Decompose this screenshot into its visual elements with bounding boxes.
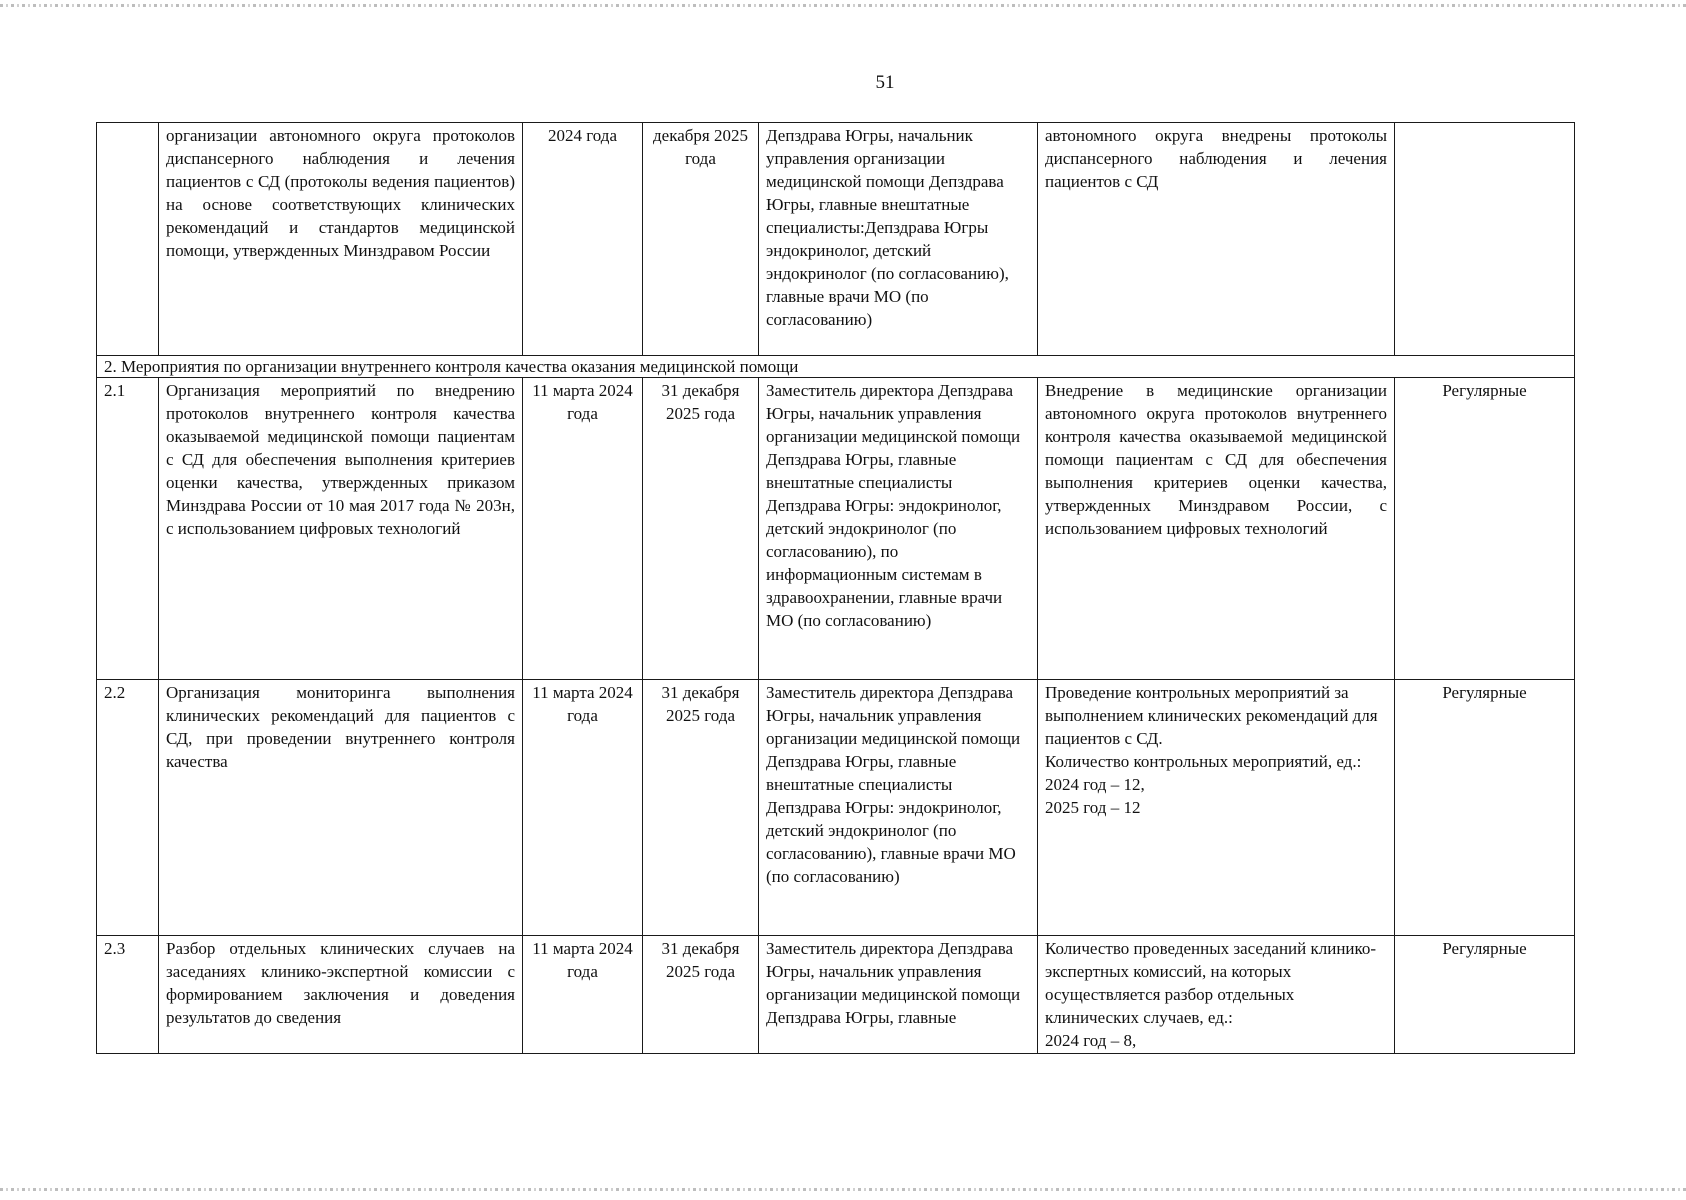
- page-number: 51: [875, 72, 895, 93]
- row-number: [97, 123, 159, 356]
- responsible-cell: Заместитель директора Депздрава Югры, начальник управления организации медицинской помощи Депздрава Югры, главные: [759, 936, 1038, 1054]
- result-cell: автономного округа внедрены протоколы диспансерного наблюдения и лечения пациентов с СД: [1038, 123, 1395, 356]
- result-line: Количество проведенных заседаний клинико-экспертных комиссий, на которых осуществляется разбор отдельных клинических случаев, ед.:: [1045, 939, 1377, 1027]
- table-row: [97, 378, 1575, 680]
- responsible-cell: Заместитель директора Депздрава Югры, начальник управления организации медицинской помощи Депздрава Югры, главные внештатные специалисты Депздрава Югры: эндокринолог, детский эндокринолог (по согласованию), главные врачи МО (по согласованию): [759, 680, 1038, 936]
- end-date-cell: 31 декабря 2025 года: [643, 680, 759, 936]
- start-date-cell: 11 марта 2024 года: [523, 680, 643, 936]
- end-date-cell: 31 декабря 2025 года: [643, 936, 759, 1054]
- activity-cell: Организация мониторинга выполнения клинических рекомендаций для пациентов с СД, при проведении внутреннего контроля качества: [159, 680, 523, 936]
- character-cell: Регулярные: [1395, 680, 1575, 936]
- responsible-cell: Заместитель директора Депздрава Югры, начальник управления организации медицинской помощи Депздрава Югры, главные внештатные специалисты Депздрава Югры: эндокринолог, детский эндокринолог (по согласованию), по информационным системам в здравоохранении, главные врачи МО (по согласованию): [759, 378, 1038, 680]
- result-cell: Внедрение в медицинские организации автономного округа протоколов внутреннего контроля качества оказываемой медицинской помощи пациентам с СД для обеспечения выполнения критериев оценки качества, утвержденных Минздравом России, с использованием цифровых технологий: [1038, 378, 1395, 680]
- scan-edge-top: [0, 4, 1686, 7]
- end-date-cell: декабря 2025 года: [643, 123, 759, 356]
- table-row: [97, 936, 1575, 1054]
- result-line: 2024 год – 12,: [1045, 775, 1145, 794]
- section-header-row: [97, 356, 1575, 378]
- table-row: [97, 680, 1575, 936]
- table-row: [97, 123, 1575, 356]
- row-number: 2.1: [97, 378, 159, 680]
- start-date-cell: 2024 года: [523, 123, 643, 356]
- plan-table: [96, 122, 1575, 1054]
- activity-cell: Организация мероприятий по внедрению протоколов внутреннего контроля качества оказываемой медицинской помощи пациентам с СД для обеспечения выполнения критериев оценки качества, утвержденных приказом Минздрава России от 10 мая 2017 года № 203н, с использованием цифровых технологий: [159, 378, 523, 680]
- start-date-cell: 11 марта 2024 года: [523, 936, 643, 1054]
- result-line: 2024 год – 8,: [1045, 1031, 1137, 1050]
- character-cell: [1395, 123, 1575, 356]
- section-title: 2. Мероприятия по организации внутреннего контроля качества оказания медицинской помощи: [97, 356, 1575, 378]
- activity-cell: организации автономного округа протоколов диспансерного наблюдения и лечения пациентов с СД (протоколы ведения пациентов) на основе соответствующих клинических рекомендаций и стандартов медицинской помощи, утвержденных Минздравом России: [159, 123, 523, 356]
- character-cell: Регулярные: [1395, 378, 1575, 680]
- result-cell: [1038, 936, 1395, 1054]
- character-cell: Регулярные: [1395, 936, 1575, 1054]
- result-line: 2025 год – 12: [1045, 798, 1141, 817]
- result-line: Проведение контрольных мероприятий за выполнением клинических рекомендаций для пациентов с СД.: [1045, 683, 1378, 748]
- activity-cell: Разбор отдельных клинических случаев на заседаниях клинико-экспертной комиссии с формированием заключения и доведения результатов до сведения: [159, 936, 523, 1054]
- scan-edge-bottom: [0, 1188, 1686, 1191]
- row-number: 2.3: [97, 936, 159, 1054]
- result-cell: [1038, 680, 1395, 936]
- end-date-cell: 31 декабря 2025 года: [643, 378, 759, 680]
- row-number: 2.2: [97, 680, 159, 936]
- start-date-cell: 11 марта 2024 года: [523, 378, 643, 680]
- result-line: Количество контрольных мероприятий, ед.:: [1045, 752, 1362, 771]
- responsible-cell: Депздрава Югры, начальник управления организации медицинской помощи Депздрава Югры, главные внештатные специалисты:Депздрава Югры эндокринолог, детский эндокринолог (по согласованию), главные врачи МО (по согласованию): [759, 123, 1038, 356]
